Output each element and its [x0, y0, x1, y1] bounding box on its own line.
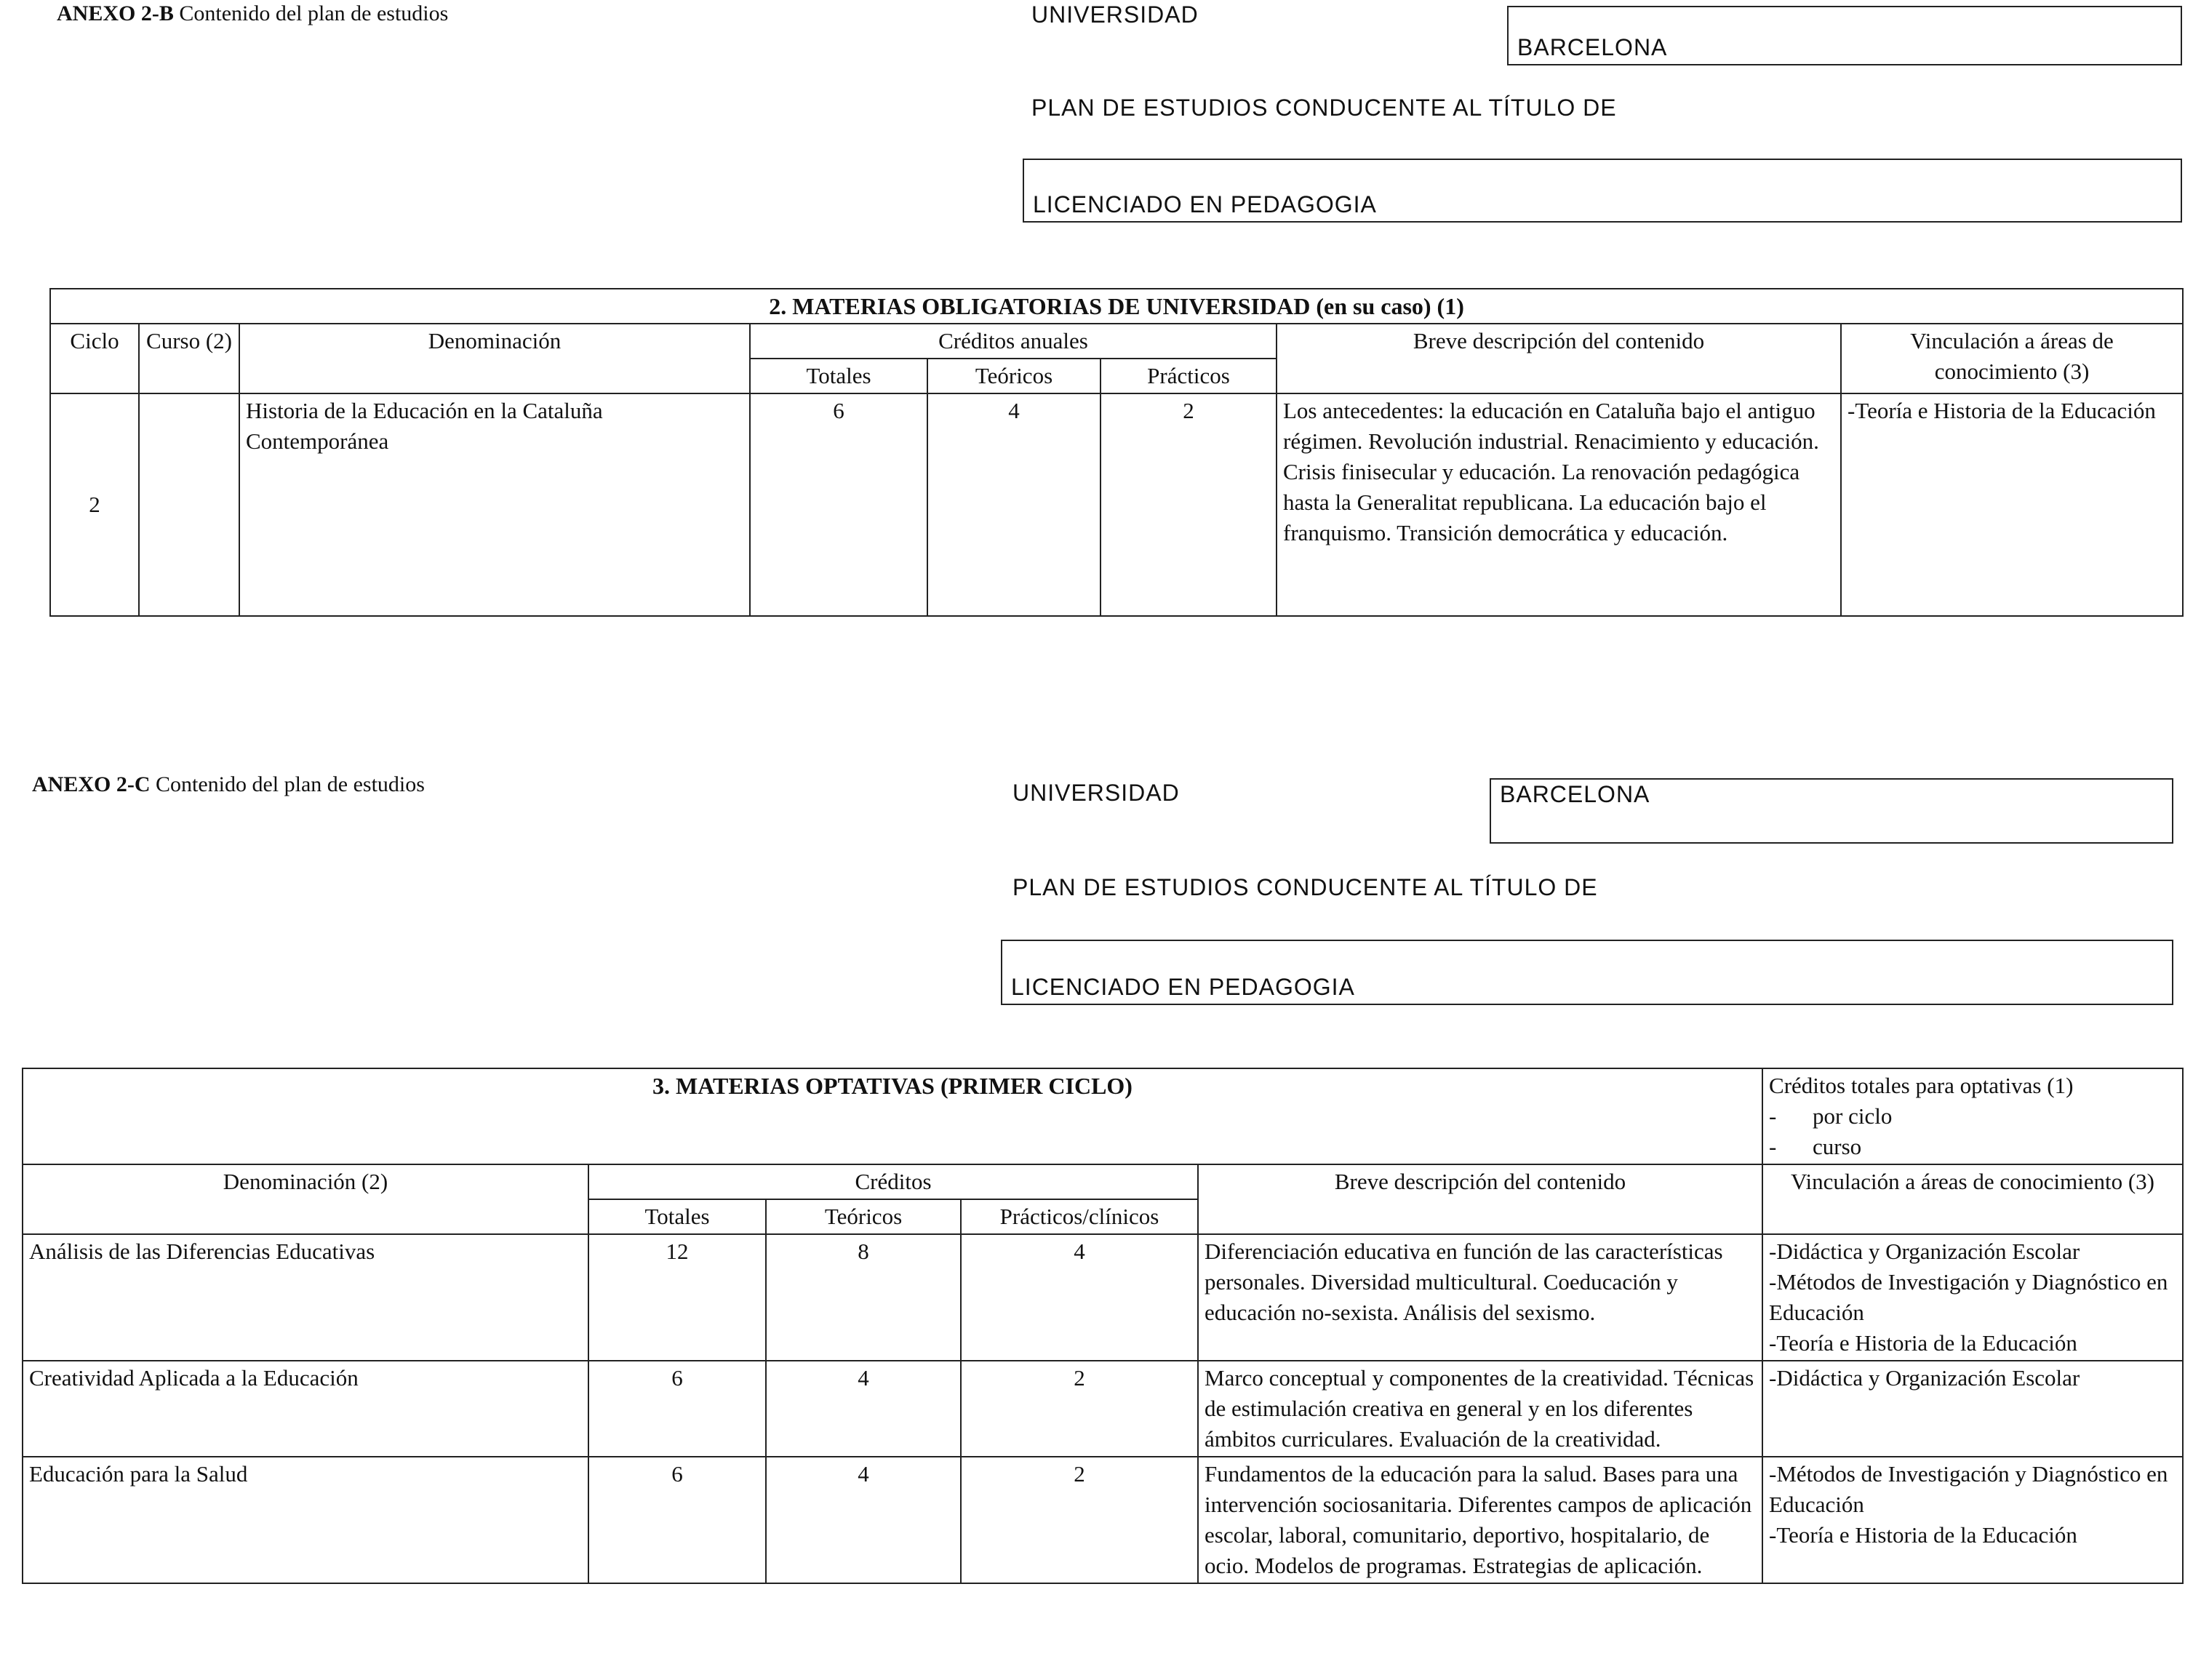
cell-totales: 12: [588, 1234, 766, 1361]
cell-totales: 6: [588, 1361, 766, 1457]
annex-b-university-box: [1507, 6, 2182, 65]
area-item: -Teoría e Historia de la Educación: [1769, 1330, 2077, 1356]
area-item: -Teoría e Historia de la Educación: [1848, 398, 2156, 423]
obligatorias-title: 2. MATERIAS OBLIGATORIAS DE UNIVERSIDAD (en su caso) (1): [50, 289, 2183, 324]
cell-totales: 6: [750, 393, 927, 616]
header-teoricos: Teóricos: [766, 1199, 961, 1234]
header-vinculacion: Vinculación a áreas de conocimiento (3): [1762, 1164, 2183, 1234]
cell-teoricos: 8: [766, 1234, 961, 1361]
header-vinculacion: Vinculación a áreas de conocimiento (3): [1841, 324, 2183, 393]
table-row: [23, 1457, 2183, 1583]
annex-c-university-box: [1490, 778, 2173, 844]
annex-b-label: ANEXO 2-B: [57, 1, 174, 25]
header-creditos: Créditos: [588, 1164, 1198, 1199]
optativas-title: 3. MATERIAS OPTATIVAS (PRIMER CICLO): [23, 1068, 1762, 1164]
area-item: -Didáctica y Organización Escolar: [1769, 1365, 2080, 1391]
header-totales: Totales: [750, 359, 927, 393]
cell-areas: [1762, 1457, 2183, 1583]
credits-note-list: [1769, 1101, 2176, 1162]
annex-c-degree-box: [1001, 940, 2173, 1005]
annex-b-university-label: UNIVERSIDAD: [1031, 1, 1199, 28]
cell-totales: 6: [588, 1457, 766, 1583]
header-descripcion: Breve descripción del contenido: [1198, 1164, 1762, 1234]
cell-descripcion: Marco conceptual y componentes de la creatividad. Técnicas de estimulación creativa en general y en los diferentes ámbitos curriculares. Evaluación de la creatividad.: [1198, 1361, 1762, 1457]
cell-practicos: 2: [1101, 393, 1277, 616]
annex-c-title: Contenido del plan de estudios: [156, 772, 425, 796]
area-item: -Didáctica y Organización Escolar: [1769, 1239, 2080, 1264]
cell-ciclo: 2: [50, 393, 139, 616]
annex-b-heading: [57, 1, 448, 26]
list-item: - por ciclo: [1769, 1103, 1893, 1129]
cell-practicos: 2: [961, 1361, 1198, 1457]
annex-c-plan-label: PLAN DE ESTUDIOS CONDUCENTE AL TÍTULO DE: [1012, 874, 1598, 900]
credits-note-item: curso: [1813, 1134, 1862, 1159]
header-curso: Curso (2): [139, 324, 239, 393]
cell-descripcion: Diferenciación educativa en función de las características personales. Diversidad multicultural. Coeducación y educación no-sexista. Análisis del sexismo.: [1198, 1234, 1762, 1361]
header-ciclo: Ciclo: [50, 324, 139, 393]
annex-b-plan-label: PLAN DE ESTUDIOS CONDUCENTE AL TÍTULO DE: [1031, 95, 1617, 121]
header-creditos-anuales: Créditos anuales: [750, 324, 1277, 359]
cell-areas: [1762, 1234, 2183, 1361]
cell-descripcion: Los antecedentes: la educación en Cataluña bajo el antiguo régimen. Revolución industrial. Renacimiento y educación. Crisis finisecular y educación. La renovación pedagógica hasta la Generalitat republicana. La educación bajo el franquismo. Transición democrática y educación.: [1277, 393, 1841, 616]
table-row: [23, 1234, 2183, 1361]
cell-descripcion: Fundamentos de la educación para la salud. Bases para una intervención sociosanitaria. Diferentes campos de aplicación escolar, laboral, comunitario, deportivo, hospitalario, de ocio. Modelos de programas. Estrategias de aplicación.: [1198, 1457, 1762, 1583]
cell-denominacion: Creatividad Aplicada a la Educación: [23, 1361, 588, 1457]
header-denominacion: Denominación: [239, 324, 750, 393]
cell-areas: [1762, 1361, 2183, 1457]
area-item: -Teoría e Historia de la Educación: [1769, 1522, 2077, 1548]
cell-denominacion: Historia de la Educación en la Cataluña Contemporánea: [239, 393, 750, 616]
list-item: - curso: [1769, 1134, 1862, 1159]
header-teoricos: Teóricos: [927, 359, 1101, 393]
obligatorias-table: [49, 288, 2184, 617]
header-denominacion: Denominación (2): [23, 1164, 588, 1234]
table-row: [50, 393, 2183, 616]
annex-c-university-value: BARCELONA: [1500, 781, 1650, 807]
annex-c-university-label: UNIVERSIDAD: [1012, 780, 1180, 806]
area-item: -Métodos de Investigación y Diagnóstico en Educación: [1769, 1269, 2168, 1325]
annex-b-title: Contenido del plan de estudios: [179, 1, 449, 25]
credits-note-title: Créditos totales para optativas (1): [1769, 1073, 2074, 1098]
cell-areas: [1841, 393, 2183, 616]
header-practicos: Prácticos/clínicos: [961, 1199, 1198, 1234]
header-descripcion: Breve descripción del contenido: [1277, 324, 1841, 393]
cell-teoricos: 4: [766, 1361, 961, 1457]
annex-c-label: ANEXO 2-C: [32, 772, 151, 796]
cell-practicos: 2: [961, 1457, 1198, 1583]
cell-teoricos: 4: [766, 1457, 961, 1583]
credits-note: [1762, 1068, 2183, 1164]
annex-c-heading: [32, 772, 425, 797]
annex-b-degree-box: [1023, 159, 2182, 223]
cell-denominacion: Análisis de las Diferencias Educativas: [23, 1234, 588, 1361]
cell-teoricos: 4: [927, 393, 1101, 616]
cell-curso: [139, 393, 239, 616]
annex-b-university-value: BARCELONA: [1517, 34, 1668, 60]
header-practicos: Prácticos: [1101, 359, 1277, 393]
table-row: [23, 1361, 2183, 1457]
area-item: -Métodos de Investigación y Diagnóstico en Educación: [1769, 1461, 2168, 1517]
cell-denominacion: Educación para la Salud: [23, 1457, 588, 1583]
credits-note-item: por ciclo: [1813, 1103, 1893, 1129]
header-totales: Totales: [588, 1199, 766, 1234]
cell-practicos: 4: [961, 1234, 1198, 1361]
annex-b-degree-value: LICENCIADO EN PEDAGOGIA: [1033, 191, 1377, 217]
optativas-table: [22, 1068, 2184, 1584]
annex-c-degree-value: LICENCIADO EN PEDAGOGIA: [1011, 974, 1355, 1000]
